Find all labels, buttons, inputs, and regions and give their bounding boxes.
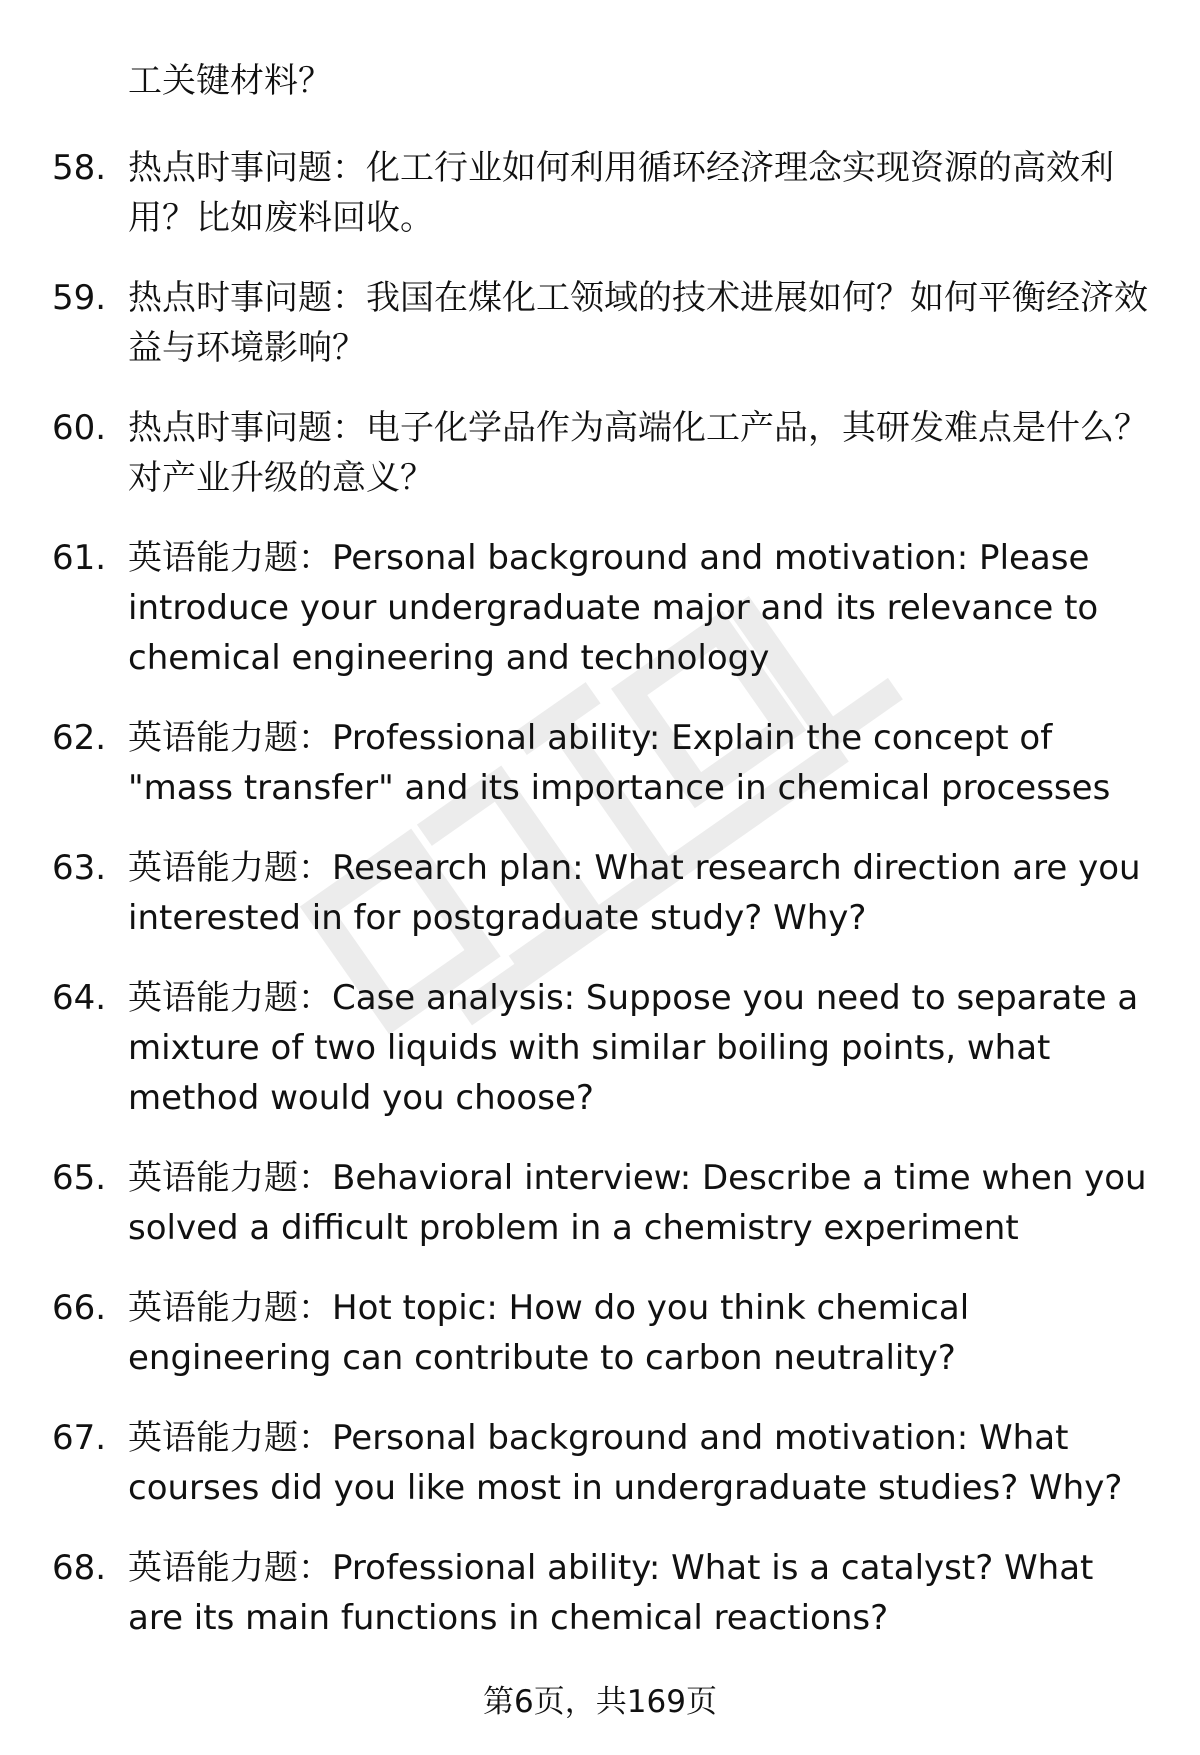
question-text: 热点时事问题：我国在煤化工领域的技术进展如何？如何平衡经济效益与环境影响？ — [128, 278, 1148, 368]
continuation-text: 工关键材料？ — [128, 61, 332, 101]
question-text: 英语能力题：Personal background and motivation: Please introduce your undergraduate major and its relevance to chemical engineering and technology — [128, 538, 1099, 678]
question-number: 61. — [52, 538, 107, 578]
question-item — [0, 1153, 1200, 1253]
question-text: 英语能力题：Professional ability: What is a catalyst? What are its main functions in chemical reactions? — [128, 1548, 1094, 1638]
question-item — [0, 143, 1200, 243]
question-number: 59. — [52, 278, 107, 318]
question-item — [0, 1543, 1200, 1643]
question-item — [0, 713, 1200, 813]
question-number: 58. — [52, 148, 107, 188]
question-text: 英语能力题：Personal background and motivation: What courses did you like most in undergraduate studies? Why? — [128, 1418, 1123, 1508]
question-number: 64. — [52, 978, 107, 1018]
question-item — [0, 1413, 1200, 1513]
question-text: 英语能力题：Case analysis: Suppose you need to separate a mixture of two liquids with similar boiling points, what method would you choose? — [128, 978, 1139, 1118]
question-item — [0, 533, 1200, 683]
question-text: 英语能力题：Behavioral interview: Describe a time when you solved a difficult problem in a chemistry experiment — [128, 1158, 1147, 1248]
question-item — [0, 843, 1200, 943]
question-number: 65. — [52, 1158, 107, 1198]
question-item — [0, 403, 1200, 503]
question-number: 63. — [52, 848, 107, 888]
question-text: 英语能力题：Research plan: What research direction are you interested in for postgraduate study? Why? — [128, 848, 1141, 938]
question-number: 67. — [52, 1418, 107, 1458]
question-item — [0, 273, 1200, 373]
question-text: 英语能力题：Hot topic: How do you think chemical engineering can contribute to carbon neutrality? — [128, 1288, 970, 1378]
question-text: 热点时事问题：电子化学品作为高端化工产品，其研发难点是什么？对产业升级的意义？ — [128, 408, 1148, 498]
question-number: 68. — [52, 1548, 107, 1588]
question-number: 60. — [52, 408, 107, 448]
question-item — [0, 973, 1200, 1123]
page-footer: 第6页，共169页 — [483, 1684, 717, 1720]
question-text: 热点时事问题：化工行业如何利用循环经济理念实现资源的高效利用？比如废料回收。 — [128, 148, 1114, 238]
question-list — [0, 143, 1200, 1673]
question-text: 英语能力题：Professional ability: Explain the concept of "mass transfer" and its importance in chemical processes — [128, 718, 1111, 808]
question-number: 62. — [52, 718, 107, 758]
question-number: 66. — [52, 1288, 107, 1328]
question-item — [0, 1283, 1200, 1383]
